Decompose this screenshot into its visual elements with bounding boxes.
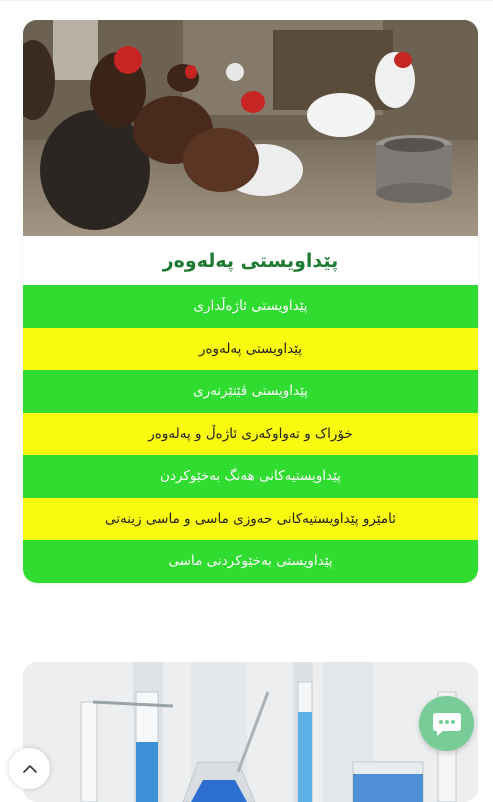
chat-bubble-icon (432, 710, 462, 738)
laboratory-glassware-photo (23, 662, 478, 802)
top-divider (0, 0, 493, 1)
scroll-to-top-button[interactable] (9, 748, 50, 789)
poultry-photo (23, 20, 478, 236)
link-veterinary-supplies[interactable]: پێداویستی ڤێتێرنەری (23, 370, 478, 413)
card-title: پێداویستی پەلەوەر (162, 249, 339, 272)
link-fish-farming-supplies[interactable]: پێداویستی بەخێوکردنی ماسی (23, 540, 478, 583)
laboratory-category-card (23, 662, 478, 802)
category-link-list (23, 285, 478, 583)
chat-button[interactable] (419, 696, 474, 751)
link-beekeeping-supplies[interactable]: پێداویستیەکانی هەنگ بەخێوکردن (23, 455, 478, 498)
link-feed-and-supplements[interactable]: خۆراک و تەواوکەری ئاژەڵ و پەلەوەر (23, 413, 478, 456)
link-aquarium-equipment[interactable]: ئامێرو پێداویستیەکانی حەوزی ماسی و ماسی زینەتی (23, 498, 478, 541)
chevron-up-icon (23, 764, 37, 774)
link-livestock-supplies[interactable]: پێداویستی ئاژەڵداری (23, 285, 478, 328)
link-poultry-supplies[interactable]: پێداویستی پەلەوەر (23, 328, 478, 371)
poultry-category-card (23, 20, 478, 583)
